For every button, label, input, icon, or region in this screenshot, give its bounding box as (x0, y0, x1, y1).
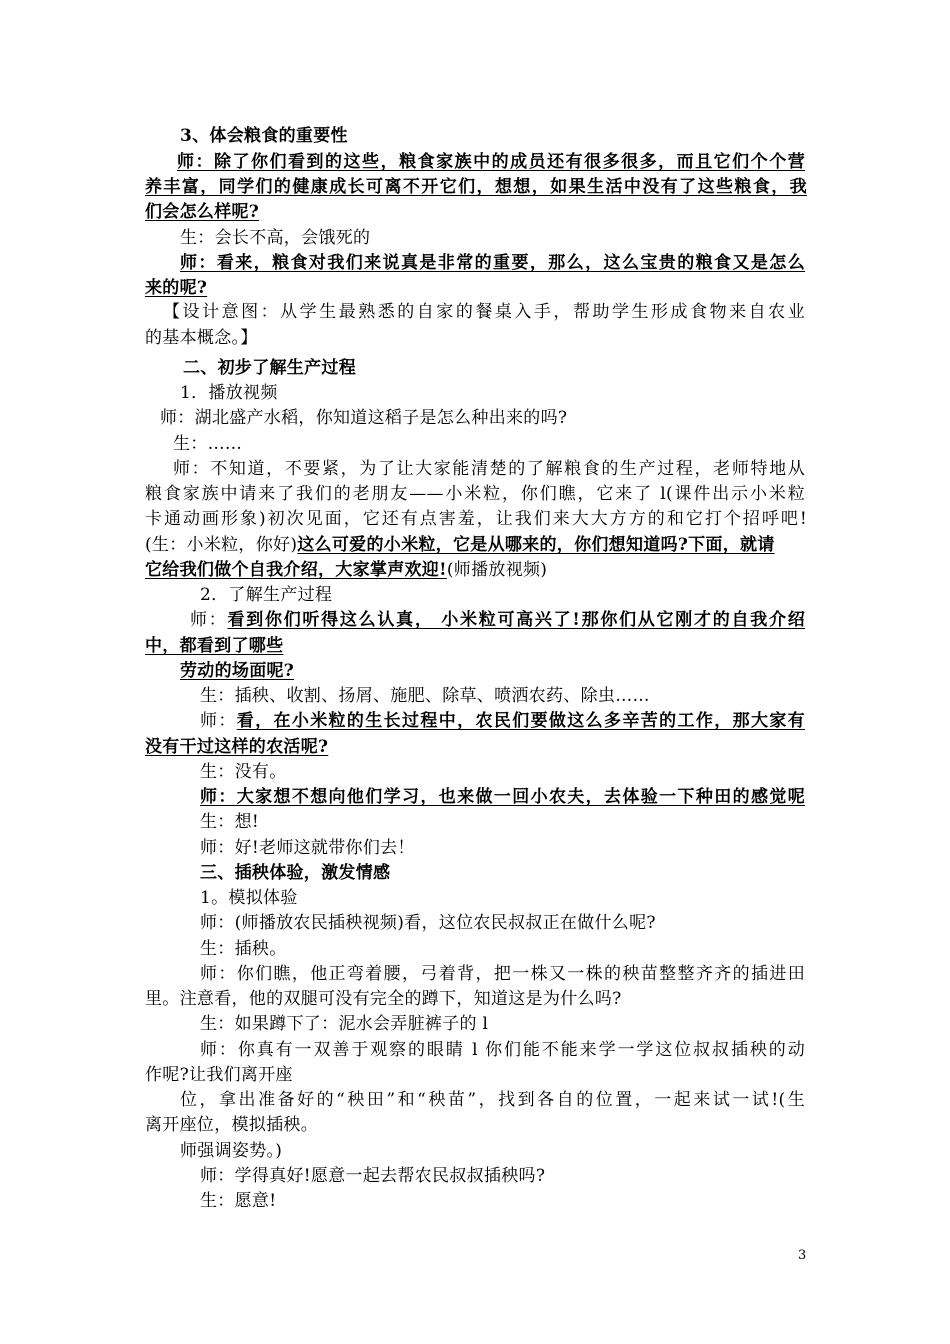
text-line: 师：大家想不想向他们学习，也来做一回小农夫，去体验一下种田的感觉呢 (200, 787, 805, 807)
heading-3: 3、体会粮食的重要性 (180, 126, 348, 146)
text-line: 师：好!老师这就带你们去！ (200, 838, 415, 858)
text-line: 生：想! (200, 812, 260, 832)
text-line: 生：插秧、收割、扬屑、施肥、除草、喷洒农药、除虫…… (200, 686, 650, 706)
text-line: 师：你真有一双善于观察的眼睛 l 你们能不能来学一学这位叔叔插秧的动 (200, 1040, 805, 1060)
text-line: 作呢?让我们离开座 (145, 1065, 293, 1085)
text-line: 师强调姿势。) (180, 1141, 283, 1161)
text-line: 生：如果蹲下了：泥水会弄脏裤子的 l (200, 1014, 489, 1034)
section-heading-2: 二、初步了解生产过程 (183, 358, 356, 378)
text-line (145, 558, 810, 582)
text-line: 粮食家族中请来了我们的老朋友——小米粒，你们瞧，它来了 l(课件出示小米粒 (145, 484, 805, 504)
text-line: 卡通动画形象)初次见面，它还有点害羞，让我们来大大方方的和它打个招呼吧! (145, 509, 807, 529)
text-line: 师：学得真好!愿意一起去帮农民叔叔插秧吗? (200, 1166, 546, 1186)
text-span: 看，在小米粒的生长过程中，农民们要做这么多辛苦的工作，那大家有 (236, 711, 805, 731)
text-line: 师：看来，粮食对我们来说真是非常的重要，那么，这么宝贵的粮食又是怎么 (180, 253, 805, 273)
text-line: 生：…… (173, 434, 243, 454)
text-span: 它给我们做个自我介绍，大家掌声欢迎! (145, 560, 447, 580)
text-line: 没有干过这样的农活呢? (145, 737, 329, 757)
text-line: 位，拿出准备好的“秧田”和“秧苗”，找到各自的位置，一起来试一试!(生 (180, 1090, 805, 1110)
text-span: 师： (190, 610, 228, 630)
text-span: 师： (200, 711, 237, 731)
text-line (145, 533, 810, 557)
text-line (190, 608, 805, 632)
text-line: 劳动的场面呢? (180, 661, 295, 681)
text-line: 来的呢? (145, 278, 208, 298)
text-line (200, 709, 805, 733)
text-span: (生：小米粒，你好) (145, 535, 298, 555)
text-line: 离开座位，模拟插秧。 (145, 1115, 318, 1135)
text-line: 生：插秧。 (200, 939, 287, 959)
subheading: 2．了解生产过程 (200, 585, 333, 605)
text-line: 里。注意看，他的双腿可没有完全的蹲下，知道这是为什么吗? (145, 989, 622, 1009)
text-line: 师：湖北盛产水稻，你知道这稻子是怎么种出来的吗? (160, 408, 568, 428)
text-line: 们会怎么样呢? (145, 202, 260, 222)
text-line: 师：(师播放农民插秧视频)看，这位农民叔叔正在做什么呢? (200, 913, 656, 933)
text-span: (师播放视频) (446, 560, 548, 580)
page-number: 3 (798, 1248, 807, 1263)
text-line: 师：你们瞧，他正弯着腰，弓着背，把一株又一株的秧苗整整齐齐的插进田 (200, 964, 805, 984)
subheading: 1．播放视频 (180, 383, 278, 403)
design-note: 的基本概念。】 (145, 328, 258, 348)
text-span: 看到你们听得这么认真， 小米粒可高兴了!那你们从它刚才的自我介绍 (227, 610, 805, 630)
subheading: 1。模拟体验 (200, 888, 298, 908)
text-line: 生：没有。 (200, 762, 287, 782)
text-line: 师：不知道，不要紧，为了让大家能清楚的了解粮食的生产过程，老师特地从 (173, 459, 805, 479)
design-note: 【设计意图：从学生最熟悉的自家的餐桌入手，帮助学生形成食物来自农业 (163, 302, 805, 322)
section-heading-3: 三、插秧体验，激发情感 (200, 863, 391, 883)
text-line: 师：除了你们看到的这些，粮食家族中的成员还有很多很多，而且它们个个营 (177, 152, 805, 172)
text-line: 养丰富，同学们的健康成长可离不开它们，想想，如果生活中没有了这些粮食，我 (145, 177, 807, 197)
text-span: 这么可爱的小米粒，它是从哪来的，你们想知道吗?下面，就请 (297, 535, 775, 555)
text-line: 生：会长不高，会饿死的 (180, 228, 371, 248)
text-line: 中，都看到了哪些 (145, 636, 284, 656)
text-line: 生：愿意! (200, 1191, 277, 1211)
